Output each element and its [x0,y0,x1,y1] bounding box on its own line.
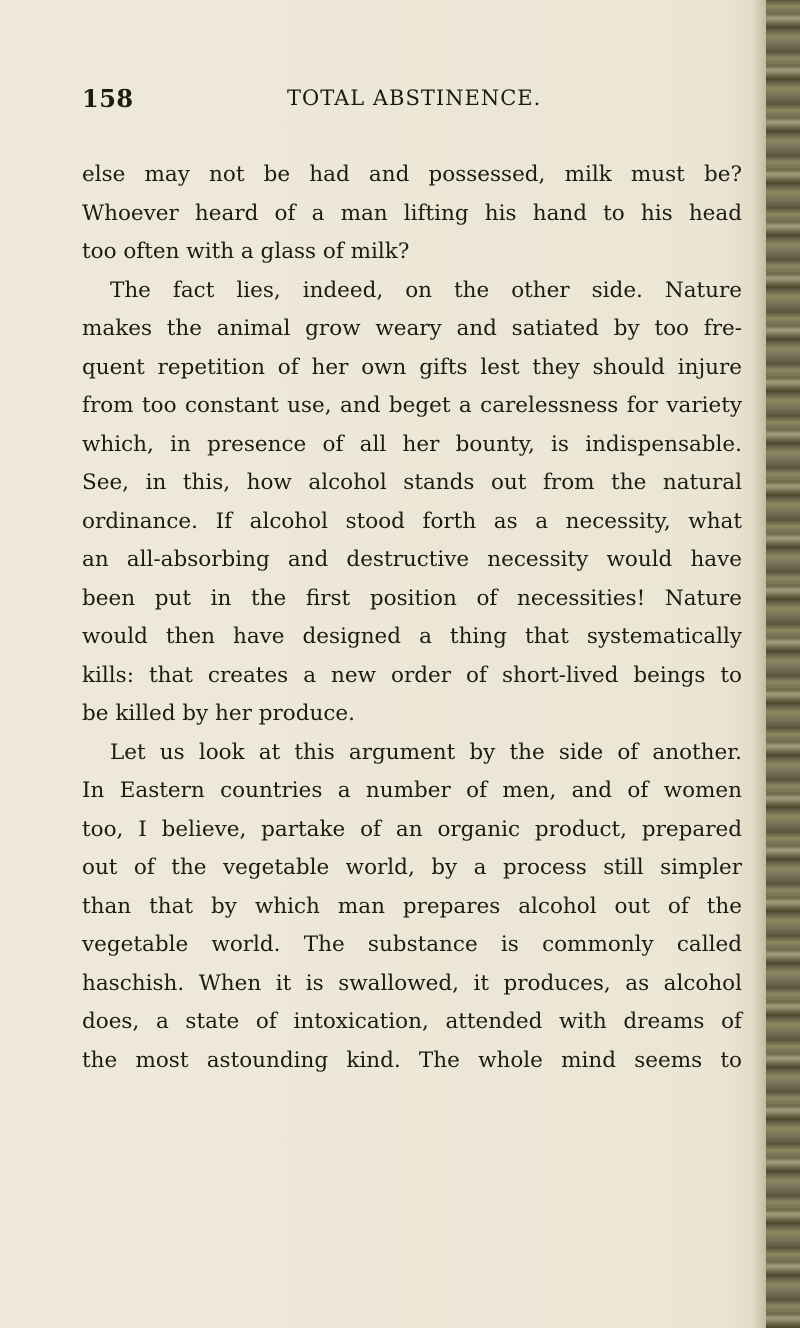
text-line: vegetable world. The substance is commonly called [82,932,742,957]
text-line: an all-absorbing and destructive necessity would have [82,547,742,572]
text-line: too often with a glass of milk? [82,239,410,264]
text-line: be killed by her produce. [82,701,355,726]
text-line: haschish. When it is swallowed, it produces, as alcohol [82,970,742,996]
running-head: TOTAL ABSTINENCE. [287,86,542,110]
text-line: The fact lies, indeed, on the other side. Nature [110,277,742,303]
text-line: too, I believe, partake of an organic product, prepared [82,816,742,842]
text-line: makes the animal grow weary and satiated by too fre- [82,316,742,341]
text-line: out of the vegetable world, by a process still simpler [82,855,742,880]
body-text [82,156,742,1080]
text-line: else may not be had and possessed, milk must be? [82,162,742,187]
text-line: In Eastern countries a number of men, and of women [82,778,742,803]
page-header [82,84,682,124]
text-line: ordinance. If alcohol stood forth as a necessity, what [82,508,742,534]
text-line: does, a state of intoxication, attended with dreams of [82,1009,742,1034]
text-line: See, in this, how alcohol stands out from the natural [82,470,742,495]
text-line: from too constant use, and beget a carelessness for variety [82,393,742,418]
text-line: Whoever heard of a man lifting his hand to his head [82,200,742,226]
text-line: been put in the first position of necessities! Nature [82,585,742,611]
text-line: the most astounding kind. The whole mind seems to [82,1047,742,1073]
text-line: quent repetition of her own gifts lest they should injure [82,354,742,380]
page-number: 158 [82,84,134,113]
text-line: which, in presence of all her bounty, is indispensable. [82,431,742,457]
page-edge [766,0,800,1328]
text-line: Let us look at this argument by the side of another. [110,739,742,765]
text-line: kills: that creates a new order of short-lived beings to [82,662,742,688]
text-line: than that by which man prepares alcohol out of the [82,893,742,919]
text-line: would then have designed a thing that systematically [82,624,742,649]
